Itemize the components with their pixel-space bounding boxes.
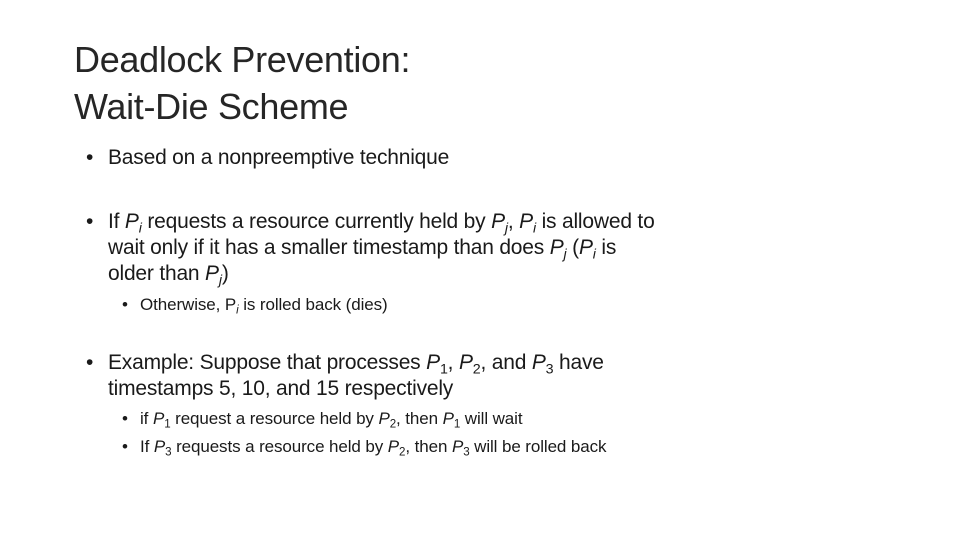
bullet-dot: •: [122, 437, 128, 456]
bullet-1-text: Based on a nonpreemptive technique: [108, 146, 450, 169]
bullet-dot: •: [122, 295, 128, 314]
bullet-3-line-2: timestamps 5, 10, and 15 respectively: [108, 377, 454, 400]
title-line-1: Deadlock Prevention:: [74, 39, 411, 80]
bullet-2-line-2: wait only if it has a smaller timestamp than does $P_j$ ($P_i$ is: [108, 236, 617, 263]
bullet-dot: •: [86, 351, 94, 374]
title-line-2: Wait-Die Scheme: [74, 86, 349, 127]
slide-title: [74, 36, 410, 130]
bullet-2-line-3: older than $P_j$): [108, 262, 229, 289]
bullet-dot: •: [86, 146, 94, 169]
bullet-3-sub-2: • If $P_3$ requests a resource held by $P_2$, then $P_3$ will be rolled back: [122, 433, 606, 461]
bullet-3-line-1: • Example: Suppose that processes $P_1$, $P_2$, and $P_3$ have: [86, 351, 604, 378]
bullet-3-sub-1: • if $P_1$ request a resource held by $P_2$, then $P_1$ will wait: [122, 405, 522, 433]
bullet-dot: •: [86, 210, 94, 233]
bullet-dot: •: [122, 409, 128, 428]
bullet-2-sub: • Otherwise, $P_i$ is rolled back (dies): [122, 291, 388, 319]
bullet-1: [86, 145, 449, 171]
bullet-2-line-1: • If $P_i$ requests a resource currently held by $P_j$, $P_i$ is allowed to: [86, 210, 655, 237]
